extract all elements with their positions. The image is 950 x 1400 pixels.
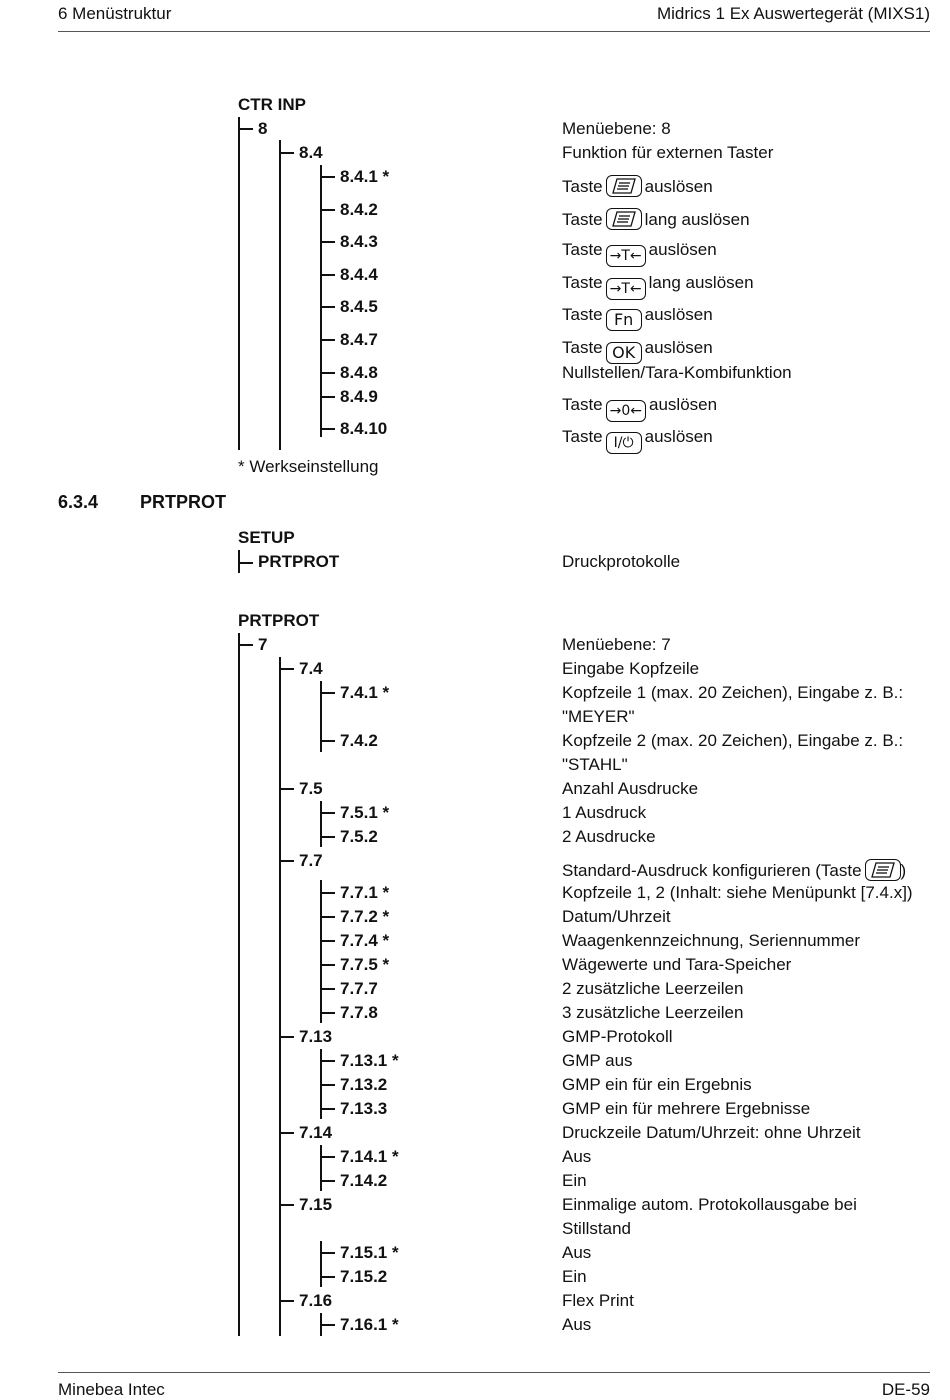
tree-branch [279,1300,294,1302]
footnote: * Werkseinstellung [238,457,379,476]
prt-item-desc: Aus [562,1315,592,1334]
tree-branch [320,892,335,894]
prt-group-desc: Anzahl Ausdrucke [562,779,699,798]
header-rule [58,31,930,32]
prt-item-desc: GMP ein für mehrere Ergebnisse [562,1099,811,1118]
tree-branch [279,1204,294,1206]
tree-branch [320,988,335,990]
prt-group-code: 7.5 [299,779,323,798]
print-key-icon [865,859,901,881]
footer-rule [58,1372,930,1373]
ctr-sub-code: 8.4 [299,143,323,162]
setup-child-code: PRTPROT [258,552,340,571]
prt-item-code: 7.7.4 * [340,931,390,950]
tree-branch [279,788,294,790]
prt-item-desc: Ein [562,1171,587,1190]
prt-item-desc: Wägewerte und Tara-Speicher [562,955,792,974]
tree-branch [320,209,335,211]
ctr-item-code: 8.4.10 [340,419,388,438]
prt-item-desc: Aus [562,1243,592,1262]
tree-branch [320,1156,335,1158]
prt-item-desc: GMP ein für ein Ergebnis [562,1075,752,1094]
power-key-icon: I/⏻ [606,432,642,454]
prt-item-desc: GMP aus [562,1051,633,1070]
print-key-icon [606,208,642,230]
tree-branch [238,562,253,564]
prt-item-code: 7.7.7 [340,979,378,998]
ctr-item-code: 8.4.1 * [340,167,390,186]
setup-root-label: SETUP [238,528,295,547]
prt-item-code: 7.14.2 [340,1171,388,1190]
tare-key-icon: →T← [606,245,646,267]
header-product: Midrics 1 Ex Auswertegerät (MIXS1) [656,4,930,23]
footer-page-number: DE-59 [881,1380,930,1399]
prt-group-desc: Flex Print [562,1291,634,1310]
prt-level-desc: Menüebene: 7 [562,635,671,654]
prt-item-desc: 2 Ausdrucke [562,827,656,846]
tree-line-ctr-l0 [238,117,240,450]
prt-item-desc: Aus [562,1147,592,1166]
ctr-item-code: 8.4.8 [340,363,378,382]
setup-child-desc: Druckprotokolle [562,552,681,571]
tree-line-prt-l2 [320,801,322,847]
prt-item-code: 7.13.2 [340,1075,388,1094]
section-number: 6.3.4 [58,492,99,512]
prt-item-code: 7.5.2 [340,827,378,846]
tree-branch [279,152,294,154]
tree-branch [320,1276,335,1278]
prt-item-code: 7.5.1 * [340,803,390,822]
prt-item-desc: Kopfzeile 2 (max. 20 Zeichen), Eingabe z. B.: [562,731,904,750]
print-key-icon [606,175,642,197]
ctr-level-code: 8 [258,119,268,138]
tree-branch [320,1180,335,1182]
tree-line-prt-l2 [320,880,322,1023]
fn-key-icon: Fn [606,309,642,331]
ctr-item-code: 8.4.9 [340,387,378,406]
ctr-item-code: 8.4.2 [340,200,378,219]
tree-branch [279,860,294,862]
tree-branch [238,128,253,130]
tree-branch [320,339,335,341]
tree-branch [320,1060,335,1062]
prt-item-desc: Datum/Uhrzeit [562,907,671,926]
prt-group-desc-cont: Stillstand [562,1219,631,1238]
prt-item-code: 7.16.1 * [340,1315,399,1334]
tree-line-ctr-l1 [279,140,281,450]
tree-line-prt-l2 [320,1241,322,1287]
prt-group-desc: Standard-Ausdruck konfigurieren (Taste ) [562,861,907,880]
prt-group-desc: Druckzeile Datum/Uhrzeit: ohne Uhrzeit [562,1123,861,1142]
tree-branch [320,428,335,430]
prt-group-code: 7.16 [299,1291,333,1310]
tree-branch [320,372,335,374]
ctr-item-desc: Taste OK auslösen [562,338,713,362]
tree-branch [279,668,294,670]
footer-company: Minebea Intec [58,1380,165,1399]
tree-branch [320,241,335,243]
prt-item-desc: 2 zusätzliche Leerzeilen [562,979,744,998]
tare-key-icon: →T← [606,278,646,300]
prt-item-code: 7.15.2 [340,1267,388,1286]
tree-branch [320,964,335,966]
tree-branch [320,1084,335,1086]
prt-level-code: 7 [258,635,268,654]
tree-line-prt-l0 [238,633,240,1336]
tree-line-prt-l1 [279,657,281,1336]
ctr-item-desc: Nullstellen/Tara-Kombifunktion [562,363,792,382]
prt-group-desc: GMP-Protokoll [562,1027,673,1046]
prt-item-code: 7.7.1 * [340,883,390,902]
prt-item-code: 7.13.3 [340,1099,388,1118]
ctr-item-desc: Taste →0← auslösen [562,395,717,422]
ctr-item-desc: Taste auslösen [562,177,713,196]
prt-item-code: 7.13.1 * [340,1051,399,1070]
tree-branch [320,1108,335,1110]
tree-branch [320,396,335,398]
tree-branch [320,274,335,276]
prt-group-code: 7.15 [299,1195,333,1214]
ctr-level-desc: Menüebene: 8 [562,119,671,138]
tree-branch [320,740,335,742]
ctr-item-code: 8.4.4 [340,265,378,284]
prt-group-code: 7.4 [299,659,323,678]
tree-line-prt-l2 [320,1145,322,1191]
ctr-item-code: 8.4.7 [340,330,378,349]
prt-item-code: 7.7.2 * [340,907,390,926]
prt-item-desc: 1 Ausdruck [562,803,647,822]
prt-item-code: 7.15.1 * [340,1243,399,1262]
tree-branch [320,1324,335,1326]
tree-branch [279,1036,294,1038]
tree-branch [238,644,253,646]
prt-item-desc: Waagenkennzeichnung, Seriennummer [562,931,860,950]
ctr-root-label: CTR INP [238,95,306,114]
prt-group-code: 7.13 [299,1027,333,1046]
ctr-item-desc: Taste →T← lang auslösen [562,273,754,300]
prt-root-label: PRTPROT [238,611,320,630]
tree-branch [320,812,335,814]
header-chapter: 6 Menüstruktur [58,4,172,23]
tree-branch [320,176,335,178]
ctr-item-desc: Taste Fn auslösen [562,305,713,329]
prt-item-code: 7.7.5 * [340,955,390,974]
prt-item-desc-cont: "STAHL" [562,755,628,774]
prt-item-code: 7.14.1 * [340,1147,399,1166]
prt-group-desc: Einmalige autom. Protokollausgabe bei [562,1195,857,1214]
tree-branch [320,1012,335,1014]
tree-branch [320,916,335,918]
tree-branch [320,836,335,838]
zero-key-icon: →0← [606,400,646,422]
prt-group-desc: Eingabe Kopfzeile [562,659,700,678]
prt-item-desc-cont: "MEYER" [562,707,635,726]
tree-branch [279,1132,294,1134]
tree-branch [320,940,335,942]
prt-group-code: 7.7 [299,851,323,870]
ctr-item-code: 8.4.5 [340,297,378,316]
prt-group-code: 7.14 [299,1123,333,1142]
ctr-item-desc: Taste lang auslösen [562,210,750,229]
ctr-item-code: 8.4.3 [340,232,378,251]
prt-item-code: 7.7.8 [340,1003,378,1022]
prt-item-desc: 3 zusätzliche Leerzeilen [562,1003,744,1022]
prt-item-code: 7.4.1 * [340,683,390,702]
section-title: PRTPROT [140,492,227,512]
tree-branch [320,306,335,308]
ctr-item-desc: Taste →T← auslösen [562,240,717,267]
prt-item-desc: Ein [562,1267,587,1286]
tree-branch [320,692,335,694]
prt-item-desc: Kopfzeile 1 (max. 20 Zeichen), Eingabe z. B.: [562,683,904,702]
ctr-sub-desc: Funktion für externen Taster [562,143,774,162]
ctr-item-desc: Taste I/⏻ auslösen [562,427,713,454]
prt-item-desc: Kopfzeile 1, 2 (Inhalt: siehe Menüpunkt [7.4.x]) [562,883,913,902]
tree-branch [320,1252,335,1254]
prt-item-code: 7.4.2 [340,731,378,750]
ok-key-icon: OK [606,342,642,364]
